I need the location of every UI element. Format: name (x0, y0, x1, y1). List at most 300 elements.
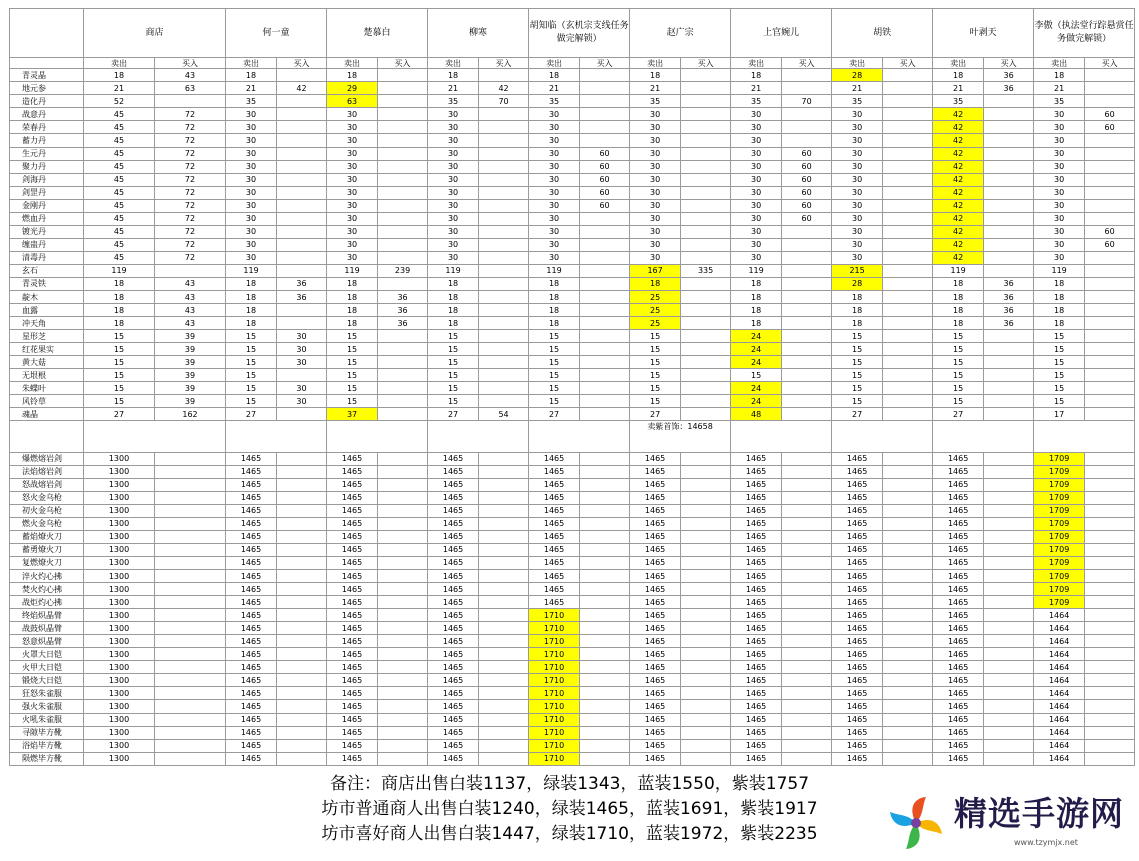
equip-price-cell: 1465 (933, 648, 984, 661)
equip-price-cell: 1709 (1034, 478, 1085, 491)
price-cell: 30 (277, 330, 327, 343)
price-cell: 43 (155, 304, 226, 317)
equip-price-cell: 1465 (428, 713, 479, 726)
price-cell (782, 134, 832, 147)
empty-cell (226, 421, 327, 452)
price-cell (479, 251, 529, 264)
price-cell (1085, 317, 1135, 330)
price-cell: 15 (832, 356, 883, 369)
price-cell: 36 (378, 317, 428, 330)
equip-price-cell: 1465 (226, 648, 277, 661)
price-cell: 18 (428, 291, 479, 304)
price-cell (479, 395, 529, 408)
empty-cell (155, 726, 226, 739)
price-cell (580, 82, 630, 95)
empty-cell (277, 687, 327, 700)
price-cell: 18 (327, 291, 378, 304)
empty-cell (580, 530, 630, 543)
equip-price-cell: 1465 (933, 504, 984, 517)
price-cell: 60 (580, 173, 630, 186)
item-name: 无垠根 (10, 369, 84, 382)
price-cell: 15 (327, 330, 378, 343)
empty-cell (155, 752, 226, 765)
price-cell (883, 277, 933, 290)
price-cell (681, 238, 731, 251)
price-cell: 15 (832, 382, 883, 395)
price-cell (782, 317, 832, 330)
table-row (10, 408, 1135, 421)
item-name: 蓄力丹 (10, 134, 84, 147)
empty-cell (782, 530, 832, 543)
price-cell: 30 (630, 199, 681, 212)
price-cell: 30 (428, 173, 479, 186)
equip-row (10, 517, 1135, 530)
price-cell: 30 (630, 186, 681, 199)
price-cell (681, 408, 731, 421)
price-cell (479, 343, 529, 356)
price-cell (883, 264, 933, 277)
empty-cell (580, 452, 630, 465)
equip-price-cell: 1465 (428, 648, 479, 661)
price-cell (782, 343, 832, 356)
price-cell (782, 238, 832, 251)
price-cell: 18 (529, 291, 580, 304)
price-cell (681, 186, 731, 199)
price-cell (277, 199, 327, 212)
price-cell (277, 304, 327, 317)
empty-cell (984, 504, 1034, 517)
empty-cell (529, 421, 630, 452)
empty-cell (378, 700, 428, 713)
price-cell (984, 95, 1034, 108)
price-cell: 30 (832, 199, 883, 212)
table-row (10, 82, 1135, 95)
price-cell: 29 (327, 82, 378, 95)
price-cell: 43 (155, 277, 226, 290)
equip-price-cell: 1465 (327, 622, 378, 635)
price-cell: 15 (933, 343, 984, 356)
price-cell: 30 (327, 121, 378, 134)
equip-price-cell: 1300 (84, 622, 155, 635)
equip-price-cell: 1465 (933, 622, 984, 635)
equip-price-cell: 1465 (630, 491, 681, 504)
price-cell: 15 (630, 395, 681, 408)
price-cell: 30 (529, 160, 580, 173)
price-cell: 42 (933, 108, 984, 121)
empty-cell (681, 543, 731, 556)
equip-price-cell: 1465 (529, 478, 580, 491)
price-cell: 42 (933, 134, 984, 147)
empty-cell (681, 687, 731, 700)
equip-price-cell: 1465 (731, 739, 782, 752)
price-cell: 72 (155, 225, 226, 238)
empty-cell (378, 739, 428, 752)
price-cell (155, 264, 226, 277)
price-cell (782, 225, 832, 238)
price-cell (681, 356, 731, 369)
empty-cell (277, 491, 327, 504)
price-cell (1085, 277, 1135, 290)
empty-cell (883, 739, 933, 752)
price-cell: 15 (1034, 382, 1085, 395)
price-cell: 30 (529, 212, 580, 225)
empty-cell (883, 570, 933, 583)
equip-price-cell: 1465 (226, 752, 277, 765)
equip-price-cell: 1465 (832, 635, 883, 648)
price-cell: 15 (428, 330, 479, 343)
equip-price-cell: 1710 (529, 687, 580, 700)
empty-cell (681, 700, 731, 713)
table-row (10, 277, 1135, 290)
empty-cell (378, 596, 428, 609)
sell-label: 卖出 (226, 58, 277, 69)
price-cell (580, 212, 630, 225)
equip-name: 怒意炽晶臂 (10, 635, 84, 648)
equip-price-cell: 1465 (933, 530, 984, 543)
price-cell: 60 (782, 173, 832, 186)
price-cell (883, 108, 933, 121)
price-cell (277, 134, 327, 147)
price-cell (580, 330, 630, 343)
equip-price-cell: 1465 (428, 478, 479, 491)
price-cell (681, 395, 731, 408)
empty-cell (580, 583, 630, 596)
price-cell: 18 (933, 277, 984, 290)
price-cell: 39 (155, 369, 226, 382)
price-cell: 30 (832, 238, 883, 251)
price-cell (681, 251, 731, 264)
buy-label: 买入 (277, 58, 327, 69)
price-cell (883, 199, 933, 212)
price-cell: 15 (630, 356, 681, 369)
price-cell: 21 (84, 82, 155, 95)
empty-cell (1085, 465, 1135, 478)
price-cell: 30 (630, 212, 681, 225)
price-cell (479, 69, 529, 82)
equip-price-cell: 1465 (529, 517, 580, 530)
empty-cell (479, 713, 529, 726)
price-cell: 15 (226, 343, 277, 356)
price-cell (681, 95, 731, 108)
price-cell: 15 (832, 343, 883, 356)
empty-cell (479, 556, 529, 569)
empty-cell (277, 543, 327, 556)
price-cell: 18 (84, 69, 155, 82)
empty-cell (883, 713, 933, 726)
item-name: 燃血丹 (10, 212, 84, 225)
empty-cell (984, 700, 1034, 713)
price-cell (1085, 408, 1135, 421)
equip-price-cell: 1465 (327, 661, 378, 674)
price-cell (681, 134, 731, 147)
equip-price-cell: 1709 (1034, 504, 1085, 517)
equip-name: 终焰炽晶臂 (10, 609, 84, 622)
price-cell (782, 69, 832, 82)
price-cell (378, 82, 428, 95)
empty-cell (1085, 504, 1135, 517)
price-cell: 36 (984, 291, 1034, 304)
empty-cell (782, 556, 832, 569)
price-cell (277, 69, 327, 82)
empty-cell (883, 491, 933, 504)
equip-price-cell: 1465 (832, 556, 883, 569)
price-cell (580, 238, 630, 251)
price-cell: 28 (832, 277, 883, 290)
price-cell: 72 (155, 134, 226, 147)
price-cell (479, 291, 529, 304)
price-cell: 30 (630, 108, 681, 121)
price-cell: 70 (782, 95, 832, 108)
empty-cell (479, 726, 529, 739)
empty-cell (984, 491, 1034, 504)
equip-price-cell: 1464 (1034, 726, 1085, 739)
empty-cell (782, 726, 832, 739)
empty-cell (1085, 543, 1135, 556)
buy-label: 买入 (155, 58, 226, 69)
price-cell: 18 (933, 291, 984, 304)
price-cell: 36 (984, 82, 1034, 95)
price-cell: 30 (226, 186, 277, 199)
price-cell: 18 (832, 291, 883, 304)
price-cell (277, 225, 327, 238)
table-row (10, 382, 1135, 395)
price-cell (479, 304, 529, 317)
price-cell: 30 (327, 134, 378, 147)
price-cell (378, 69, 428, 82)
price-cell (984, 160, 1034, 173)
price-cell: 30 (630, 173, 681, 186)
price-cell: 18 (327, 277, 378, 290)
price-cell: 21 (731, 82, 782, 95)
price-cell: 15 (529, 330, 580, 343)
item-name: 朱蝶叶 (10, 382, 84, 395)
empty-cell (277, 556, 327, 569)
empty-cell (580, 713, 630, 726)
empty-cell (155, 739, 226, 752)
equip-price-cell: 1465 (933, 752, 984, 765)
equip-price-cell: 1465 (832, 504, 883, 517)
table-row (10, 330, 1135, 343)
equip-price-cell: 1465 (630, 713, 681, 726)
empty-cell (984, 478, 1034, 491)
price-cell: 30 (327, 147, 378, 160)
price-cell: 35 (428, 95, 479, 108)
equip-price-cell: 1465 (832, 530, 883, 543)
price-cell: 30 (731, 251, 782, 264)
price-cell: 15 (933, 369, 984, 382)
equip-price-cell: 1710 (529, 661, 580, 674)
equip-price-cell: 1300 (84, 517, 155, 530)
price-cell: 30 (226, 225, 277, 238)
price-cell: 15 (84, 395, 155, 408)
price-cell: 15 (226, 395, 277, 408)
equip-price-cell: 1465 (731, 661, 782, 674)
empty-cell (378, 674, 428, 687)
equip-price-cell: 1710 (529, 700, 580, 713)
equip-price-cell: 1465 (428, 661, 479, 674)
equip-price-cell: 1465 (933, 491, 984, 504)
price-cell (277, 238, 327, 251)
table-row (10, 356, 1135, 369)
empty-cell (277, 517, 327, 530)
price-cell: 15 (84, 330, 155, 343)
price-cell (378, 369, 428, 382)
price-cell: 30 (428, 108, 479, 121)
equip-price-cell: 1465 (327, 530, 378, 543)
price-cell (1085, 369, 1135, 382)
empty-cell (155, 596, 226, 609)
empty-cell (681, 530, 731, 543)
price-cell: 15 (832, 369, 883, 382)
empty-cell (883, 556, 933, 569)
empty-cell (155, 570, 226, 583)
equip-price-cell: 1465 (933, 596, 984, 609)
equip-price-cell: 1465 (428, 687, 479, 700)
equip-price-cell: 1465 (428, 583, 479, 596)
empty-cell (277, 596, 327, 609)
price-cell: 27 (933, 408, 984, 421)
price-cell: 30 (731, 225, 782, 238)
price-cell (782, 395, 832, 408)
equip-price-cell: 1465 (933, 478, 984, 491)
price-cell (479, 317, 529, 330)
price-cell: 18 (226, 317, 277, 330)
price-cell: 24 (731, 356, 782, 369)
price-cell (782, 251, 832, 264)
price-cell (1085, 395, 1135, 408)
price-cell (984, 186, 1034, 199)
empty-cell (883, 478, 933, 491)
equip-price-cell: 1465 (226, 504, 277, 517)
price-cell: 30 (327, 225, 378, 238)
equip-row (10, 648, 1135, 661)
empty-cell (782, 478, 832, 491)
price-cell: 15 (529, 343, 580, 356)
price-cell: 30 (226, 238, 277, 251)
price-cell (378, 330, 428, 343)
item-name: 剑罡丹 (10, 186, 84, 199)
price-cell: 52 (84, 95, 155, 108)
table-row (10, 160, 1135, 173)
price-cell: 15 (630, 369, 681, 382)
table-row (10, 199, 1135, 212)
price-cell: 30 (327, 186, 378, 199)
price-cell (883, 395, 933, 408)
price-cell: 30 (327, 251, 378, 264)
sell-label: 卖出 (428, 58, 479, 69)
equip-price-cell: 1465 (630, 504, 681, 517)
price-cell (1085, 251, 1135, 264)
price-cell: 60 (782, 147, 832, 160)
price-cell: 30 (832, 173, 883, 186)
price-cell: 18 (84, 317, 155, 330)
empty-cell (580, 478, 630, 491)
merchant-header: 赵广宗 (630, 9, 731, 58)
empty-cell (1085, 752, 1135, 765)
empty-cell (883, 452, 933, 465)
equip-price-cell: 1465 (428, 504, 479, 517)
equip-price-cell: 1465 (327, 726, 378, 739)
equip-price-cell: 1464 (1034, 609, 1085, 622)
price-cell (681, 160, 731, 173)
price-cell: 15 (1034, 356, 1085, 369)
equip-name: 焚火灼心拂 (10, 583, 84, 596)
equip-price-cell: 1465 (731, 583, 782, 596)
price-cell: 72 (155, 199, 226, 212)
empty-cell (883, 543, 933, 556)
empty-cell (782, 583, 832, 596)
price-cell: 60 (580, 186, 630, 199)
equip-price-cell: 1710 (529, 648, 580, 661)
item-name: 剑海丹 (10, 173, 84, 186)
price-cell: 30 (428, 251, 479, 264)
price-cell: 18 (731, 69, 782, 82)
price-cell: 15 (428, 382, 479, 395)
equip-price-cell: 1464 (1034, 635, 1085, 648)
item-name: 造化丹 (10, 95, 84, 108)
table-row (10, 317, 1135, 330)
equip-price-cell: 1465 (428, 726, 479, 739)
equip-price-cell: 1465 (731, 622, 782, 635)
empty-cell (984, 465, 1034, 478)
price-cell: 15 (1034, 330, 1085, 343)
empty-cell (479, 491, 529, 504)
equip-price-cell: 1465 (933, 661, 984, 674)
equip-price-cell: 1465 (731, 635, 782, 648)
empty-cell (378, 517, 428, 530)
table-row (10, 369, 1135, 382)
price-cell (277, 251, 327, 264)
price-cell (378, 108, 428, 121)
equip-price-cell: 1465 (226, 478, 277, 491)
equip-price-cell: 1465 (832, 713, 883, 726)
price-cell: 18 (428, 69, 479, 82)
equip-row (10, 556, 1135, 569)
empty-cell (782, 687, 832, 700)
empty-cell (1085, 517, 1135, 530)
price-cell (479, 147, 529, 160)
equip-price-cell: 1300 (84, 713, 155, 726)
price-cell (580, 121, 630, 134)
price-cell: 18 (933, 317, 984, 330)
empty-cell (580, 609, 630, 622)
empty-cell (378, 465, 428, 478)
equip-price-cell: 1465 (327, 517, 378, 530)
empty-cell (782, 465, 832, 478)
price-cell: 18 (630, 69, 681, 82)
equip-price-cell: 1465 (630, 583, 681, 596)
price-cell: 30 (630, 147, 681, 160)
price-cell (681, 199, 731, 212)
price-cell: 60 (580, 147, 630, 160)
empty-cell (1085, 596, 1135, 609)
equip-price-cell: 1709 (1034, 530, 1085, 543)
equip-price-cell: 1300 (84, 648, 155, 661)
price-cell: 36 (378, 291, 428, 304)
price-cell: 18 (529, 304, 580, 317)
equip-row (10, 739, 1135, 752)
price-cell (782, 291, 832, 304)
equip-price-cell: 1465 (630, 661, 681, 674)
price-cell: 63 (155, 82, 226, 95)
empty-cell (155, 687, 226, 700)
price-cell (378, 212, 428, 225)
equip-price-cell: 1465 (529, 583, 580, 596)
price-cell: 15 (84, 343, 155, 356)
empty-cell (580, 635, 630, 648)
price-cell (378, 225, 428, 238)
price-cell: 72 (155, 160, 226, 173)
